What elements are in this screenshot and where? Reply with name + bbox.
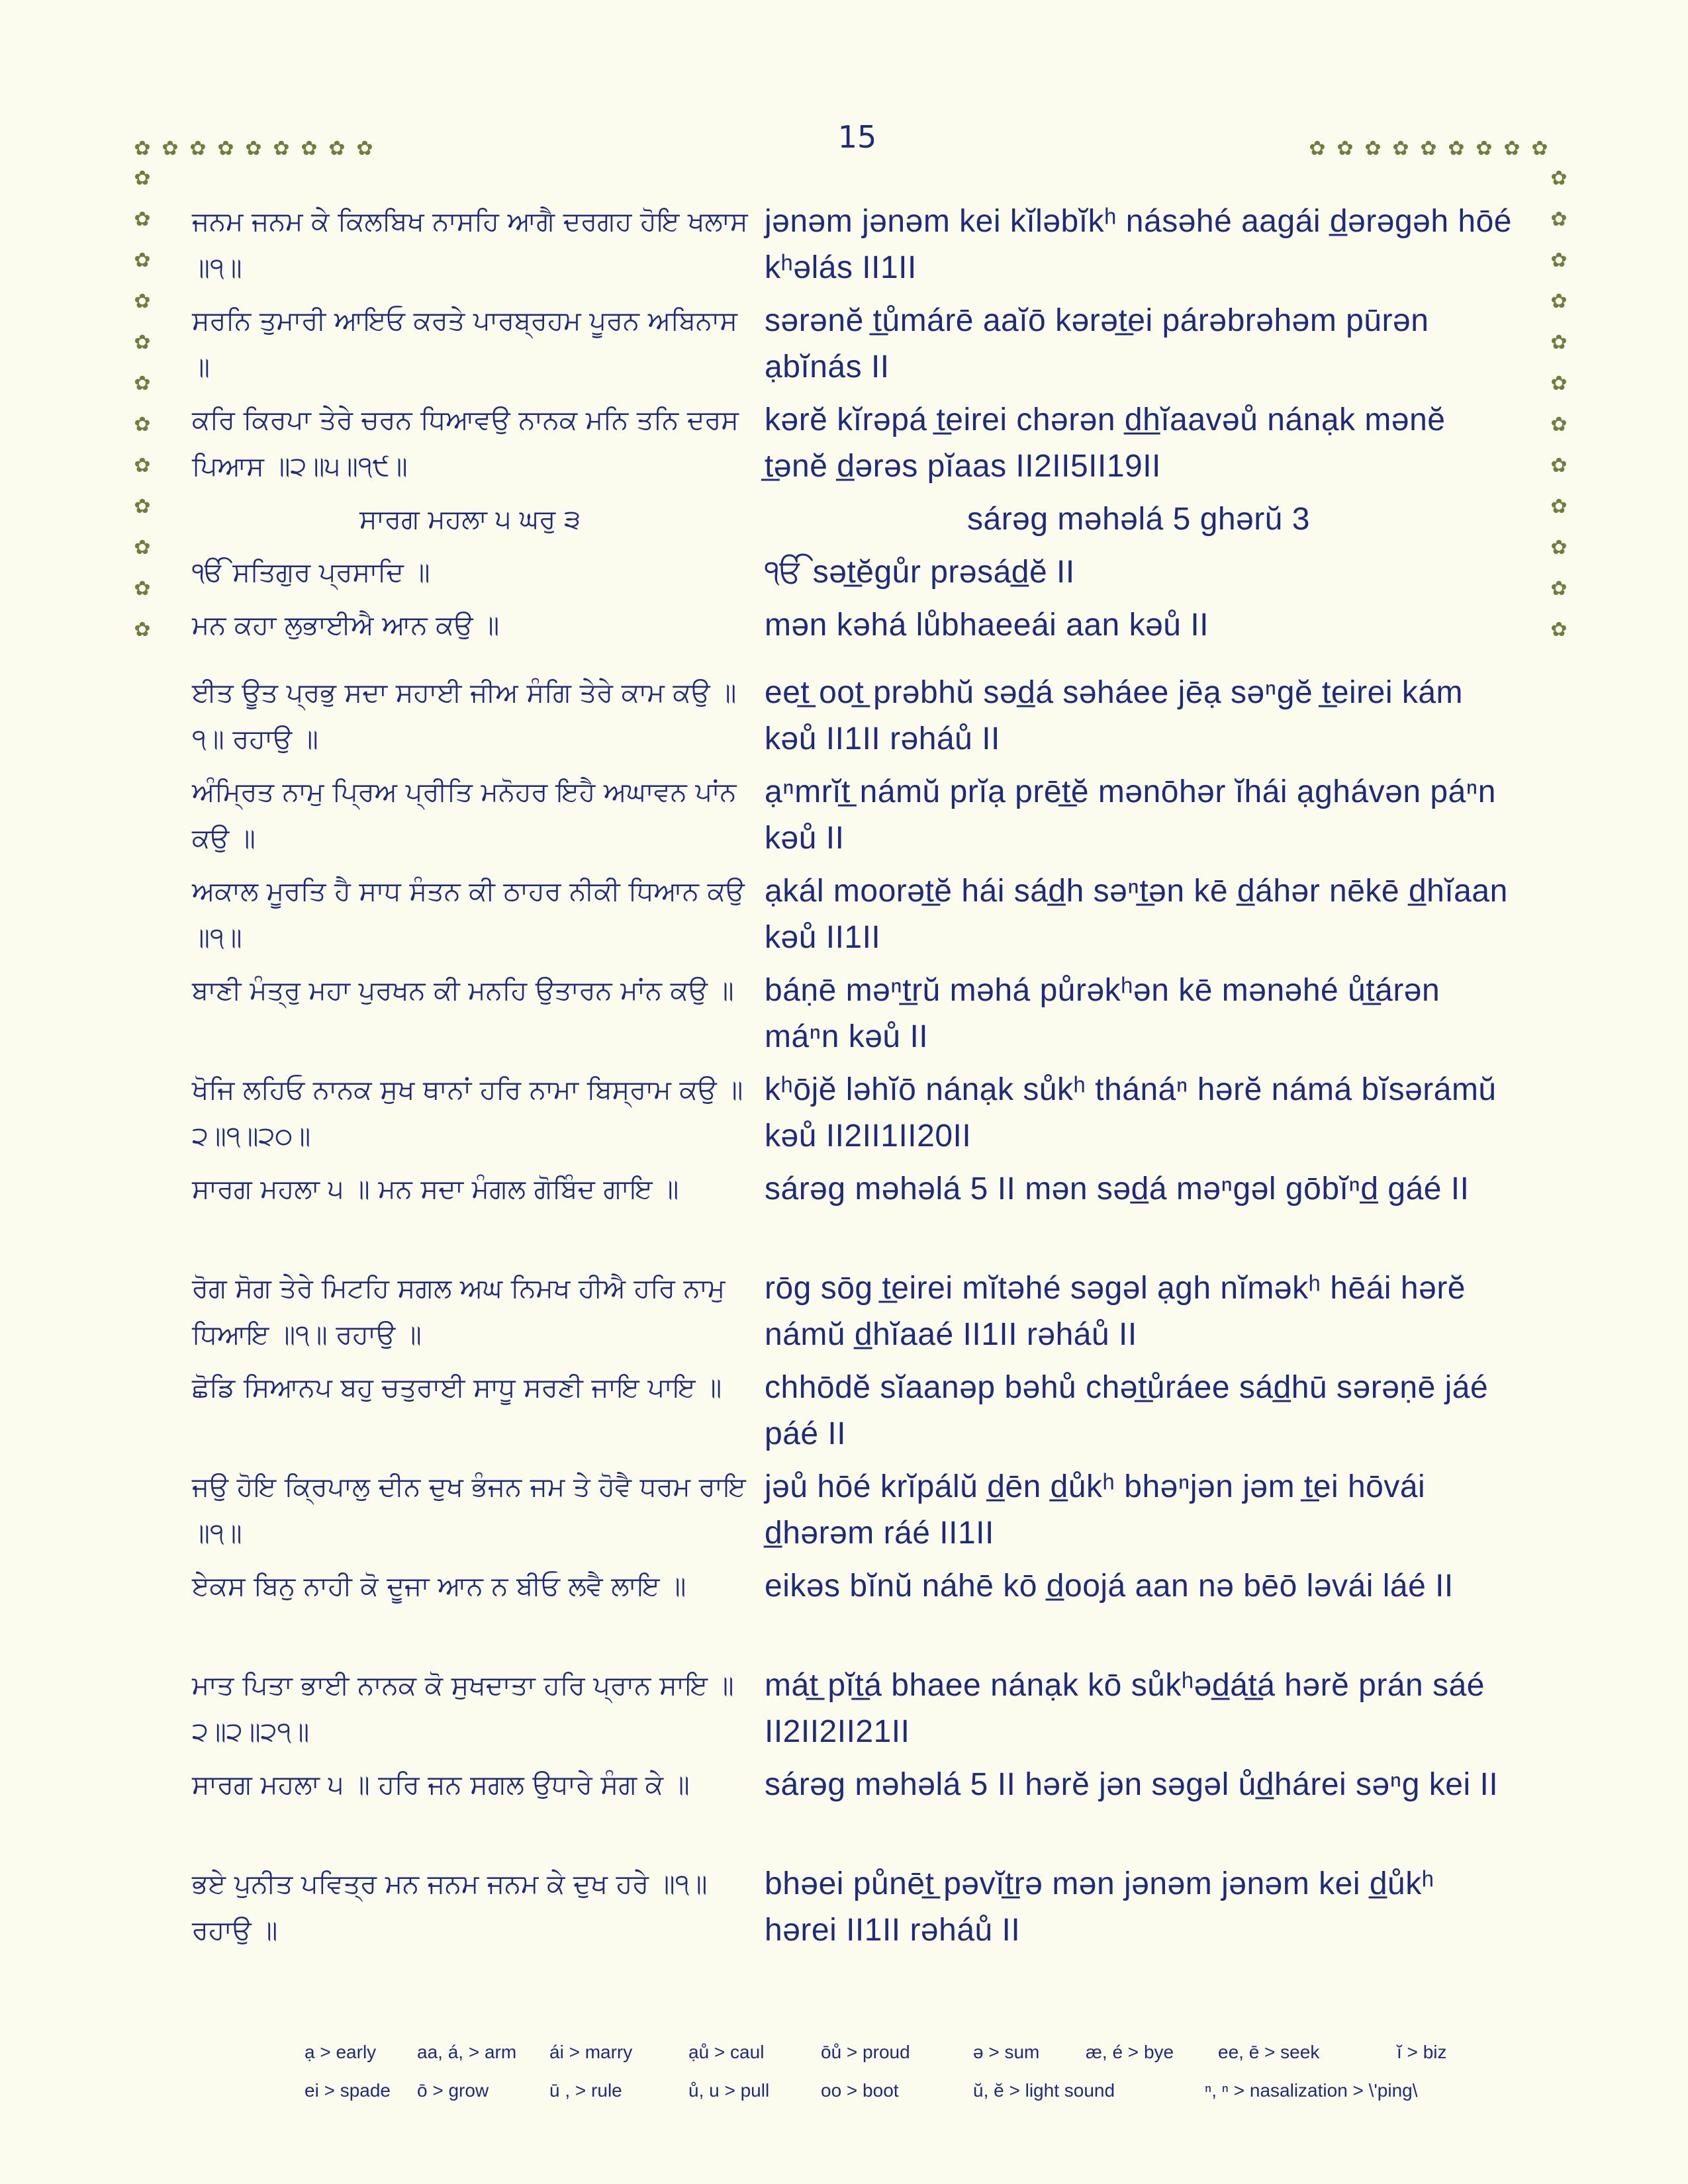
- legend-entry: ōů > proud: [821, 2042, 910, 2062]
- flower-ornament-icon: ✿: [1364, 137, 1382, 160]
- flower-ornament-icon: ✿: [189, 137, 207, 160]
- legend-entry: ạů > caul: [688, 2042, 765, 2062]
- transliteration-text: sərənĕ t̲ůmárē aaĭō kərət̲ei párəbrəhəm pūrən ạbĭnás II: [765, 303, 1429, 385]
- flower-ornament-icon: ✿: [1550, 577, 1568, 600]
- gurmukhi-text: ਅੰਮ੍ਰਿਤ ਨਾਮੁ ਪ੍ਰਿਅ ਪ੍ਰੀਤਿ ਮਨੋਹਰ ਇਹੈ ਅਘਾਵਨ ਪਾਂਨ ਕਉ ॥: [192, 777, 737, 854]
- transliteration-text: eet̲ oot̲ prəbhŭ səd̲á səháee jēạ səⁿgĕ t̲eirei kám kəů II1II rəháů II: [765, 675, 1464, 756]
- flower-ornament-icon: ✿: [1550, 618, 1568, 641]
- legend-entry: ạ > early: [305, 2042, 377, 2062]
- gurmukhi-text: ਈਤ ਊਤ ਪ੍ਰਭੁ ਸਦਾ ਸਹਾਈ ਜੀਅ ਸੰਗਿ ਤੇਰੇ ਕਾਮ ਕਉ ॥੧॥ ਰਹਾਉ ॥: [192, 678, 737, 754]
- flower-ornament-icon: ✿: [134, 167, 151, 190]
- flower-ornament-icon: ✿: [1550, 167, 1568, 190]
- transliteration-text: rōg sōg t̲eirei mĭtəhé səgəl ạgh nĭməkʰ hēái hərĕ námŭ d̲hĭaaé II1II rəháů II: [765, 1271, 1466, 1352]
- flower-ornament-icon: ✿: [1531, 137, 1548, 160]
- flower-ornament-icon: ✿: [134, 137, 151, 160]
- gurmukhi-text: ਬਾਣੀ ਮੰਤ੍ਰੁ ਮਹਾ ਪੁਰਖਨ ਕੀ ਮਨਹਿ ਉਤਾਰਨ ਮਾਂਨ ਕਉ ॥: [192, 976, 734, 1006]
- flower-ornament-icon: ✿: [134, 536, 151, 559]
- gurmukhi-text: ਸਰਨਿ ਤੁਮਾਰੀ ਆਇਓ ਕਰਤੇ ਪਾਰਬ੍ਰਹਮ ਪੂਰਨ ਅਬਿਨਾਸ ॥: [192, 306, 738, 383]
- transliteration-text: jənəm jənəm kei kĭləbĭkʰ násəhé aagái d̲ərəgəh hōé kʰəlás II1II: [765, 204, 1512, 285]
- flower-ornament-icon: ✿: [1550, 454, 1568, 477]
- legend-entry: ⁿ, ⁿ > nasalization > \'ping\: [1205, 2080, 1418, 2101]
- transliteration-text: kərĕ kĭrəpá t̲eirei chərən d̲h̲ĭaavəů nánạk mənĕ t̲ənĕ d̲ərəs pĭaas II2II5II19II: [765, 402, 1446, 484]
- transliteration-text: chhōdĕ sĭaanəp bəhů chət̲ůráee sád̲hū sərəṇē jáé páé II: [765, 1370, 1489, 1451]
- flower-ornament-icon: ✿: [134, 372, 151, 395]
- transliteration-text: jəů hōé krĭpálŭ d̲ēn d̲ůkʰ bhəⁿjən jəm t̲ei hōvái d̲hərəm ráé II1II: [765, 1469, 1426, 1551]
- flower-ornament-icon: ✿: [1392, 137, 1409, 160]
- flower-ornament-icon: ✿: [134, 290, 151, 313]
- flower-ornament-icon: ✿: [245, 137, 262, 160]
- flower-ornament-icon: ✿: [1550, 372, 1568, 395]
- transliteration-text: kʰōjĕ ləhĭō nánạk sůkʰ thánáⁿ hərĕ námá bĭsərámŭ kəů II2II1II20II: [765, 1072, 1497, 1154]
- transliteration-text: bhəei půnēt̲ pəvĭt̲rə mən jənəm jənəm kei d̲ůkʰ hərei II1II rəháů II: [765, 1866, 1434, 1948]
- flower-ornament-icon: ✿: [1476, 137, 1493, 160]
- flower-ornament-icon: ✿: [1550, 290, 1568, 313]
- legend-entry: æ, é > bye: [1086, 2042, 1174, 2062]
- gurmukhi-text: ਸਾਰਗ ਮਹਲਾ ੫ ॥ ਮਨ ਸਦਾ ਮੰਗਲ ਗੋਬਿੰਦ ਗਾਇ ॥: [192, 1174, 679, 1205]
- flower-ornament-icon: ✿: [1550, 536, 1568, 559]
- flower-ornament-icon: ✿: [1309, 137, 1326, 160]
- legend-entry: ů, u > pull: [688, 2080, 770, 2101]
- gurmukhi-text: ਮਨ ਕਹਾ ਲੁਭਾਈਐ ਆਨ ਕਉ ॥: [192, 610, 500, 641]
- flower-ornament-icon: ✿: [1550, 249, 1568, 272]
- transliteration-text: ạkál moorət̲ĕ hái sád̲h səⁿt̲ən kē d̲áhər nēkē d̲hĭaan kəů II1II: [765, 874, 1508, 955]
- gurmukhi-text: ਏਕਸ ਬਿਨੁ ਨਾਹੀ ਕੋ ਦੂਜਾ ਆਨ ਨ ਬੀਓ ਲਵੈ ਲਾਇ ॥: [192, 1571, 686, 1602]
- legend-entry: ĭ > biz: [1397, 2042, 1447, 2062]
- gurmukhi-text: ਮਾਤ ਪਿਤਾ ਭਾਈ ਨਾਨਕ ਕੋ ਸੁਖਦਾਤਾ ਹਰਿ ਪ੍ਰਾਨ ਸਾਇ ॥੨॥੨॥੨੧॥: [192, 1670, 734, 1747]
- gurmukhi-text: ਸਾਰਗ ਮਹਲਾ ੫ ॥ ਹਰਿ ਜਨ ਸਗਲ ਉਧਾਰੇ ਸੰਗ ਕੇ ॥: [192, 1770, 690, 1800]
- page-number: 15: [837, 119, 877, 155]
- gurmukhi-text: ਖੋਜਿ ਲਹਿਓ ਨਾਨਕ ਸੁਖ ਥਾਨਾਂ ਹਰਿ ਨਾਮਾ ਬਿਸ੍ਰਾਮ ਕਉ ॥੨॥੧॥੨੦॥: [192, 1075, 743, 1152]
- flower-ornament-icon: ✿: [301, 137, 318, 160]
- gurmukhi-text: ਛੋਡਿ ਸਿਆਨਪ ਬਹੁ ਚਤੁਰਾਈ ਸਾਧੂ ਸਰਣੀ ਜਾਇ ਪਾਇ ॥: [192, 1373, 722, 1403]
- legend-entry: ee, ē > seek: [1218, 2042, 1320, 2062]
- transliteration-text: mən kəhá lůbhaeeái aan kəů II: [765, 608, 1209, 643]
- flower-ornament-icon: ✿: [134, 249, 151, 272]
- gurmukhi-text: ਕਰਿ ਕਿਰਪਾ ਤੇਰੇ ਚਰਨ ਧਿਆਵਉ ਨਾਨਕ ਮਨਿ ਤਨਿ ਦਰਸ ਪਿਆਸ ॥੨॥੫॥੧੯॥: [192, 405, 739, 482]
- flower-ornament-icon: ✿: [356, 137, 373, 160]
- legend-entry: ō > grow: [417, 2080, 489, 2101]
- flower-ornament-icon: ✿: [134, 208, 151, 231]
- legend-entry: ū , > rule: [549, 2080, 622, 2101]
- transliteration-text: sárəg məhəlá 5 ghərŭ 3: [967, 502, 1310, 537]
- gurmukhi-text: ਜਨਮ ਜਨਮ ਕੇ ਕਿਲਬਿਖ ਨਾਸਹਿ ਆਗੈ ਦਰਗਹ ਹੋਇ ਖਲਾਸ ॥੧॥: [192, 206, 748, 283]
- transliteration-text: sárəg məhəlá 5 II hərĕ jən səgəl ůd̲hárei səⁿg kei II: [765, 1767, 1499, 1802]
- gurmukhi-text: ਰੋਗ ਸੋਗ ਤੇਰੇ ਮਿਟਹਿ ਸਗਲ ਅਘ ਨਿਮਖ ਹੀਐ ਹਰਿ ਨਾਮੁ ਧਿਆਇ ॥੧॥ ਰਹਾਉ ॥: [192, 1273, 726, 1350]
- flower-ornament-icon: ✿: [273, 137, 290, 160]
- flower-ornament-icon: ✿: [1550, 208, 1568, 231]
- legend-entry: ái > marry: [549, 2042, 633, 2062]
- flower-ornament-icon: ✿: [1448, 137, 1465, 160]
- flower-ornament-icon: ✿: [134, 495, 151, 518]
- gurmukhi-text: ਅਕਾਲ ਮੂਰਤਿ ਹੈ ਸਾਧ ਸੰਤਨ ਕੀ ਠਾਹਰ ਨੀਕੀ ਧਿਆਨ ਕਉ ॥੧॥: [192, 876, 745, 953]
- transliteration-text: báṇē məⁿt̲rŭ məhá půrəkʰən kē mənəhé ůt̲árən máⁿn kəů II: [765, 973, 1440, 1054]
- legend-entry: ŭ, ĕ > light sound: [973, 2080, 1115, 2101]
- flower-ornament-icon: ✿: [1420, 137, 1437, 160]
- legend-entry: ei > spade: [305, 2080, 391, 2101]
- flower-ornament-icon: ✿: [134, 413, 151, 436]
- transliteration-text: mát̲ pĭt̲á bhaee nánạk kō sůkʰəd̲át̲á hərĕ prán sáé II2II2II21II: [765, 1668, 1485, 1749]
- transliteration-text: ੴ sət̲ĕgůr prəsád̲ĕ II: [765, 555, 1075, 590]
- gurmukhi-text: ੴ ਸਤਿਗੁਰ ਪ੍ਰਸਾਦਿ ॥: [192, 557, 430, 588]
- flower-ornament-icon: ✿: [1550, 331, 1568, 354]
- flower-ornament-icon: ✿: [1336, 137, 1354, 160]
- flower-ornament-icon: ✿: [162, 137, 179, 160]
- gurmukhi-text: ਜਉ ਹੋਇ ਕ੍ਰਿਪਾਲੁ ਦੀਨ ਦੁਖ ਭੰਜਨ ਜਮ ਤੇ ਹੋਵੈ ਧਰਮ ਰਾਇ ॥੧॥: [192, 1472, 746, 1549]
- flower-ornament-icon: ✿: [1550, 495, 1568, 518]
- legend-entry: ə > sum: [973, 2042, 1040, 2062]
- flower-ornament-icon: ✿: [328, 137, 346, 160]
- flower-ornament-icon: ✿: [217, 137, 234, 160]
- transliteration-text: sárəg məhəlá 5 II mən səd̲á məⁿgəl gōbĭⁿd̲ gáé II: [765, 1171, 1470, 1206]
- gurmukhi-text: ਸਾਰਗ ਮਹਲਾ ੫ ਘਰੁ ੩: [359, 504, 581, 535]
- transliteration-text: ạⁿmrĭt̲ námŭ prĭạ prēt̲ĕ mənōhər ĭhái ạghávən páⁿn kəů II: [765, 774, 1496, 856]
- legend-entry: oo > boot: [821, 2080, 899, 2101]
- flower-ornament-icon: ✿: [134, 454, 151, 477]
- flower-ornament-icon: ✿: [1550, 413, 1568, 436]
- legend-entry: aa, á, > arm: [417, 2042, 517, 2062]
- flower-ornament-icon: ✿: [134, 331, 151, 354]
- flower-ornament-icon: ✿: [134, 618, 151, 641]
- gurmukhi-text: ਭਏ ਪੁਨੀਤ ਪਵਿਤ੍ਰ ਮਨ ਜਨਮ ਜਨਮ ਕੇ ਦੁਖ ਹਰੇ ॥੧॥ ਰਹਾਉ ॥: [192, 1869, 708, 1946]
- flower-ornament-icon: ✿: [134, 577, 151, 600]
- flower-ornament-icon: ✿: [1503, 137, 1521, 160]
- transliteration-text: eikəs bĭnŭ náhē kō d̲oojá aan nə bēō ləvái láé II: [765, 1569, 1454, 1604]
